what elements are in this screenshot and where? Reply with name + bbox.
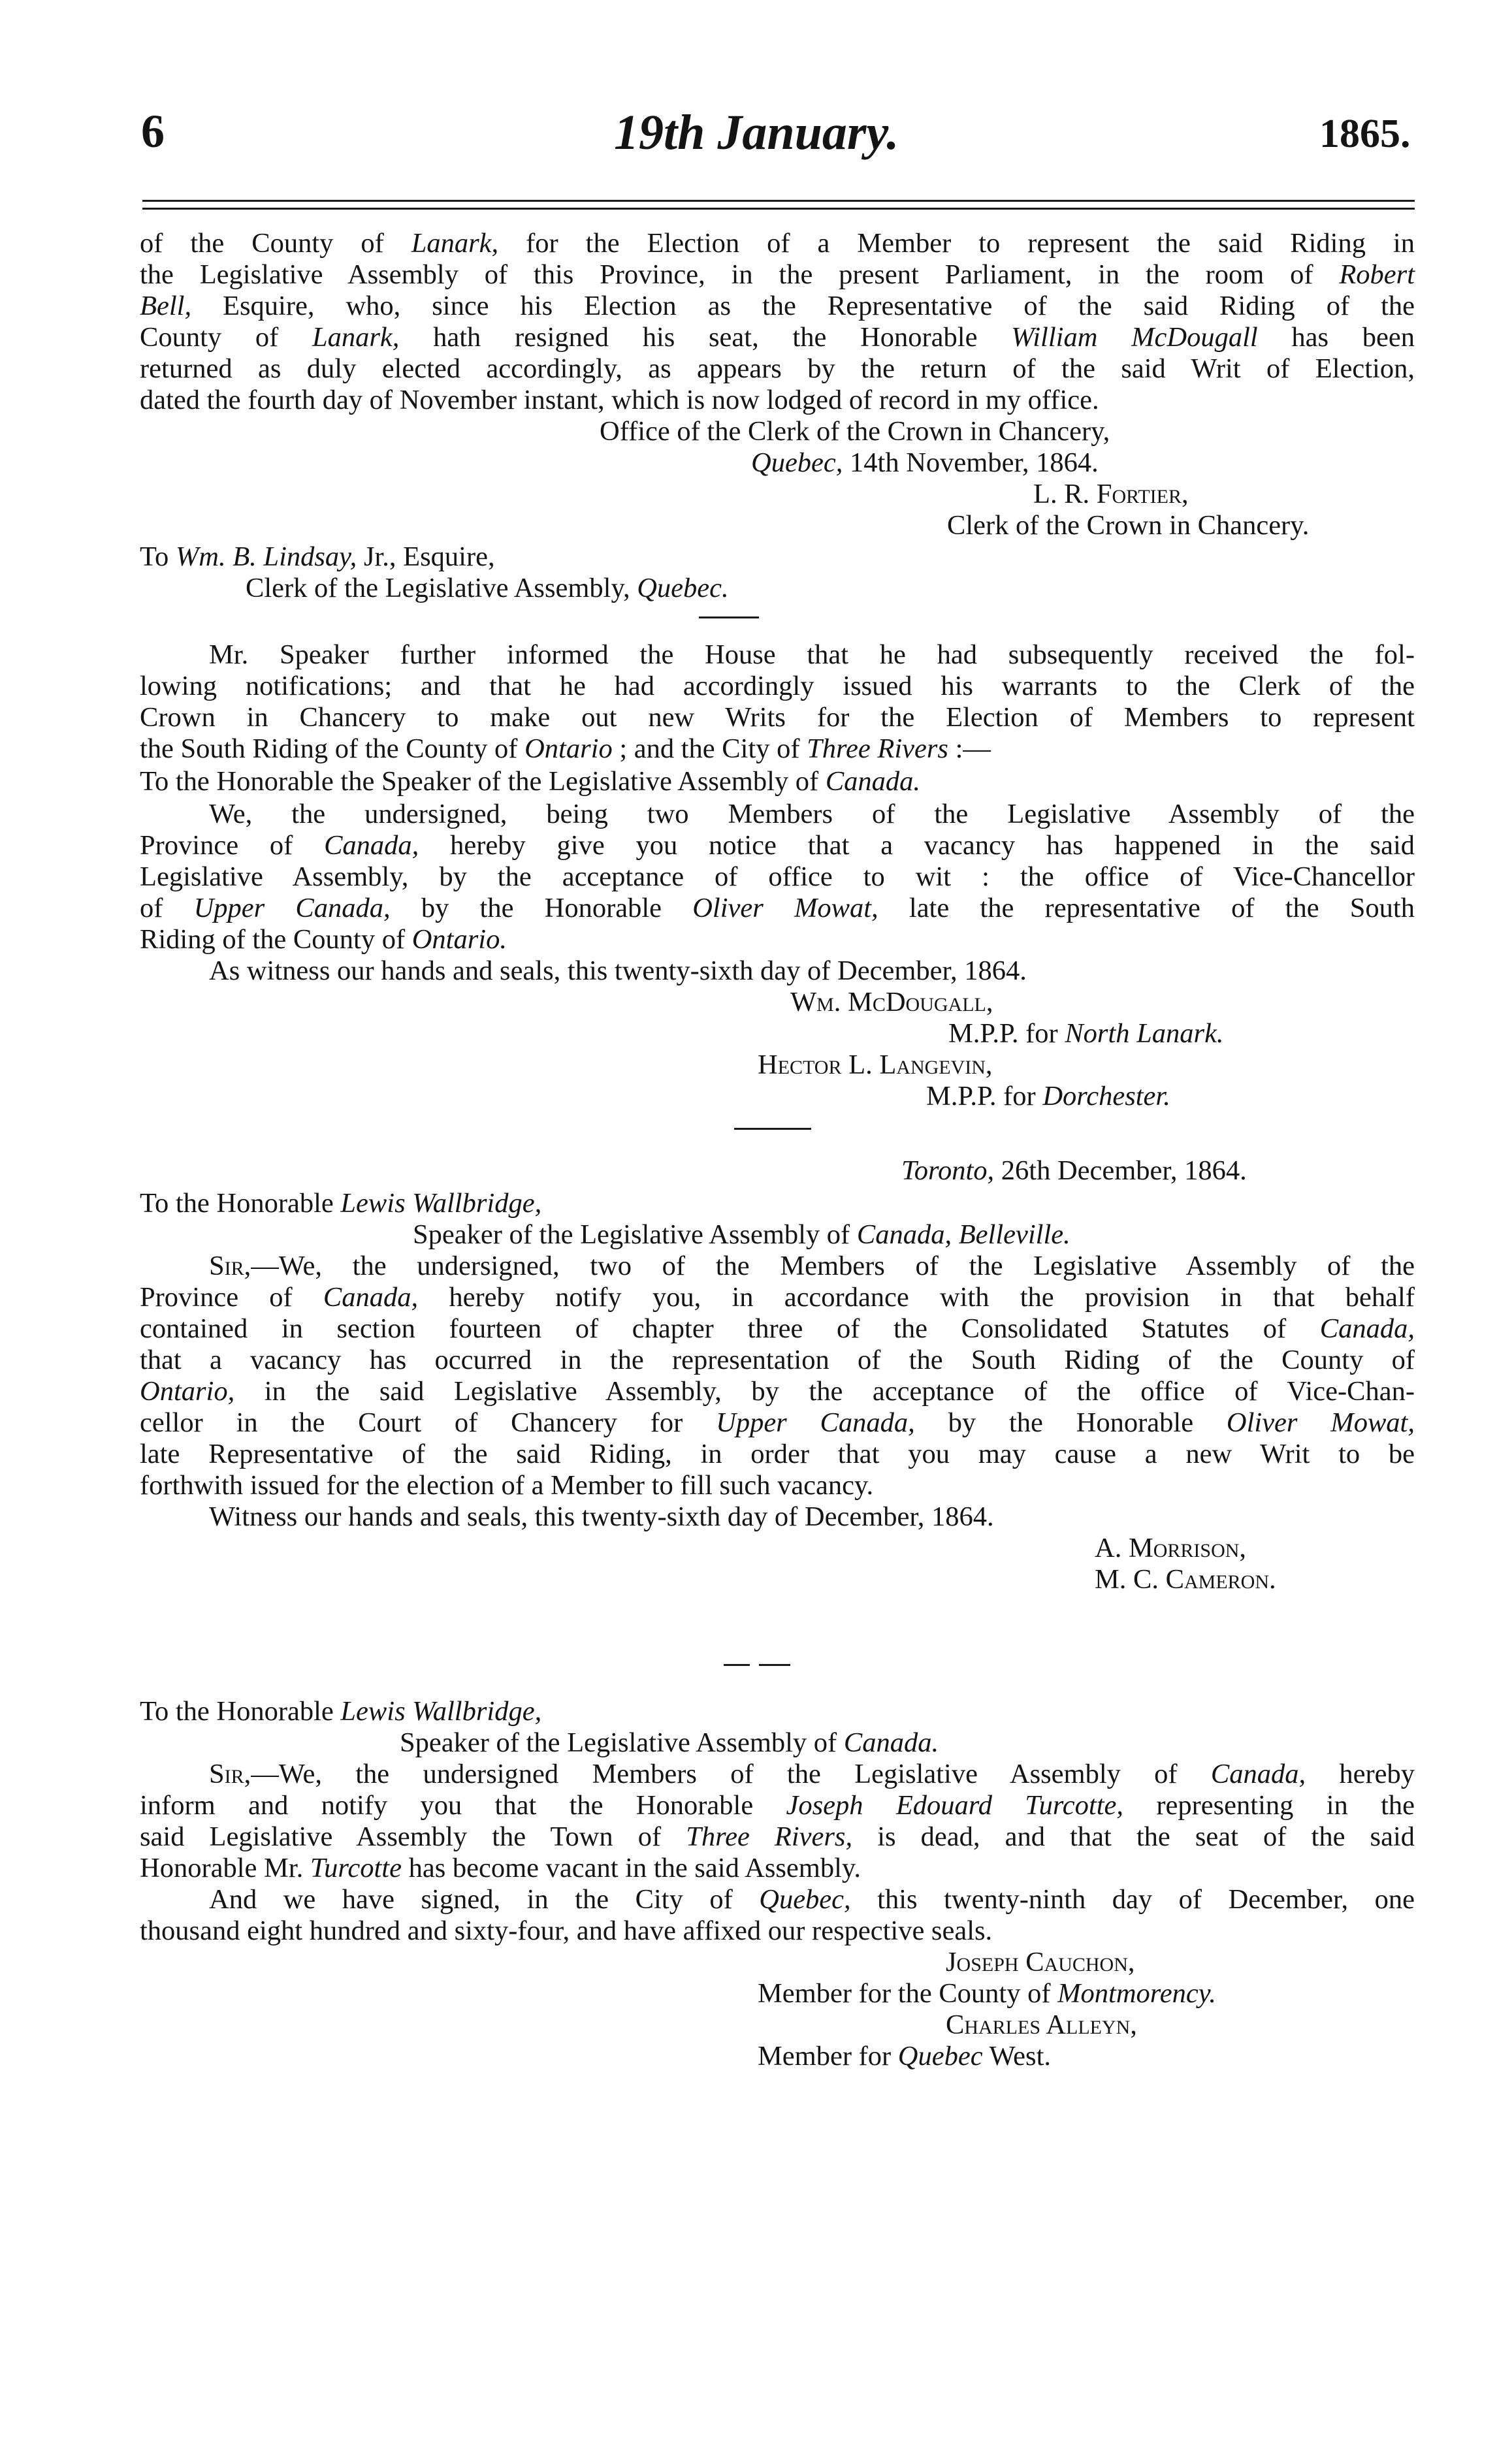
signer-fortier: L. R. Fortier, — [1033, 479, 1189, 509]
separator-rule-2 — [734, 1128, 811, 1130]
block2-line-1: Mr. Speaker further informed the House that he had subsequently received the fol- — [209, 639, 1415, 670]
block4-witness: Witness our hands and seals, this twenty-sixth day of December, 1864. — [209, 1501, 994, 1532]
signer-fortier-title: Clerk of the Crown in Chancery. — [947, 510, 1310, 541]
block4-line-2: Province of Canada, hereby notify you, in accordance with the provision in that behalf — [140, 1282, 1415, 1313]
signer-alleyn: Charles Alleyn, — [946, 2009, 1137, 2040]
addressee-line-2: Clerk of the Legislative Assembly, Quebec. — [246, 573, 729, 603]
place-date-quebec: Quebec, 14th November, 1864. — [751, 447, 1099, 478]
block3-line-1: We, the undersigned, being two Members of the Legislative Assembly of the — [209, 799, 1415, 829]
signer-cauchon: Joseph Cauchon, — [946, 1947, 1135, 1977]
place-date-toronto: Toronto, 26th December, 1864. — [901, 1155, 1247, 1186]
signer-mcdougall: Wm. McDougall, — [790, 987, 993, 1017]
block1-line-3: Bell, Esquire, who, since his Election as the Representative of the said Riding of the — [140, 291, 1415, 321]
block5-line-5: And we have signed, in the City of Quebec, this twenty-ninth day of December, one — [209, 1884, 1415, 1915]
block4-line-7: late Representative of the said Riding, in order that you may cause a new Writ to be — [140, 1439, 1415, 1469]
signer-cameron: M. C. Cameron. — [1095, 1564, 1276, 1595]
separator-rule-1 — [699, 616, 759, 618]
block5-addressee-2: Speaker of the Legislative Assembly of Canada. — [400, 1727, 939, 1758]
block1-line-6: dated the fourth day of November instant, which is now lodged of record in my office. — [140, 385, 1099, 415]
block2-line-2: lowing notifications; and that he had accordingly issued his warrants to the Clerk of the — [140, 671, 1415, 701]
block4-line-1: Sir,—We, the undersigned, two of the Members of the Legislative Assembly of the — [209, 1251, 1415, 1281]
block5-line-1: Sir,—We, the undersigned Members of the Legislative Assembly of Canada, hereby — [209, 1759, 1415, 1789]
block3-line-4: of Upper Canada, by the Honorable Oliver Mowat, late the representative of the South — [140, 893, 1415, 923]
page-number: 6 — [141, 105, 165, 157]
block1-line-2: the Legislative Assembly of this Province, in the present Parliament, in the room of Robert — [140, 259, 1415, 290]
page-date-title: 19th January. — [614, 105, 899, 160]
block4-line-8: forthwith issued for the election of a Member to fill such vacancy. — [140, 1470, 874, 1501]
block5-line-3: said Legislative Assembly the Town of Three Rivers, is dead, and that the seat of the said — [140, 1821, 1415, 1852]
block4-addressee-2: Speaker of the Legislative Assembly of Canada, Belleville. — [413, 1219, 1070, 1250]
block4-line-3: contained in section fourteen of chapter three of the Consolidated Statutes of Canada, — [140, 1313, 1415, 1344]
signer-langevin-title: M.P.P. for Dorchester. — [926, 1081, 1170, 1112]
block3-line-5: Riding of the County of Ontario. — [140, 924, 507, 955]
signer-mcdougall-title: M.P.P. for North Lanark. — [948, 1018, 1224, 1049]
office-line: Office of the Clerk of the Crown in Chancery, — [600, 416, 1110, 447]
header-rule-bottom — [142, 208, 1415, 210]
block2-line-3: Crown in Chancery to make out new Writs for the Election of Members to represent — [140, 702, 1415, 733]
block1-line-5: returned as duly elected accordingly, as appears by the return of the said Writ of Election, — [140, 353, 1415, 384]
signer-alleyn-title: Member for Quebec West. — [758, 2041, 1051, 2072]
block5-line-2: inform and notify you that the Honorable Joseph Edouard Turcotte, representing in the — [140, 1790, 1415, 1821]
header-rule-top — [142, 200, 1415, 202]
addressee-line-1: To Wm. B. Lindsay, Jr., Esquire, — [140, 541, 495, 572]
signer-langevin: Hector L. Langevin, — [758, 1049, 993, 1080]
block4-line-4: that a vacancy has occurred in the representation of the South Riding of the County of — [140, 1345, 1415, 1375]
block3-address: To the Honorable the Speaker of the Legislative Assembly of Canada. — [140, 766, 921, 797]
block3-line-3: Legislative Assembly, by the acceptance of office to wit : the office of Vice-Chancellor — [140, 861, 1415, 892]
separator-rule-3b — [759, 1664, 790, 1666]
block3-line-2: Province of Canada, hereby give you notice that a vacancy has happened in the said — [140, 830, 1415, 861]
block1-line-1: of the County of Lanark, for the Election of a Member to represent the said Riding in — [140, 228, 1415, 259]
block4-line-5: Ontario, in the said Legislative Assembly, by the acceptance of the office of Vice-Chan- — [140, 1376, 1415, 1407]
separator-rule-3a — [724, 1664, 750, 1666]
block2-line-4: the South Riding of the County of Ontario ; and the City of Three Rivers :— — [140, 733, 991, 764]
block5-line-4: Honorable Mr. Turcotte has become vacant in the said Assembly. — [140, 1853, 861, 1883]
block5-addressee-1: To the Honorable Lewis Wallbridge, — [140, 1696, 542, 1727]
signer-cauchon-title: Member for the County of Montmorency. — [758, 1978, 1216, 2009]
block3-witness: As witness our hands and seals, this twenty-sixth day of December, 1864. — [209, 955, 1027, 986]
block4-addressee-1: To the Honorable Lewis Wallbridge, — [140, 1188, 542, 1219]
signer-morrison: A. Morrison, — [1095, 1533, 1247, 1563]
block4-line-6: cellor in the Court of Chancery for Upper Canada, by the Honorable Oliver Mowat, — [140, 1407, 1415, 1438]
page-year: 1865. — [1319, 112, 1411, 156]
block5-line-6: thousand eight hundred and sixty-four, and have affixed our respective seals. — [140, 1915, 993, 1946]
block1-line-4: County of Lanark, hath resigned his seat, the Honorable William McDougall has been — [140, 322, 1415, 353]
